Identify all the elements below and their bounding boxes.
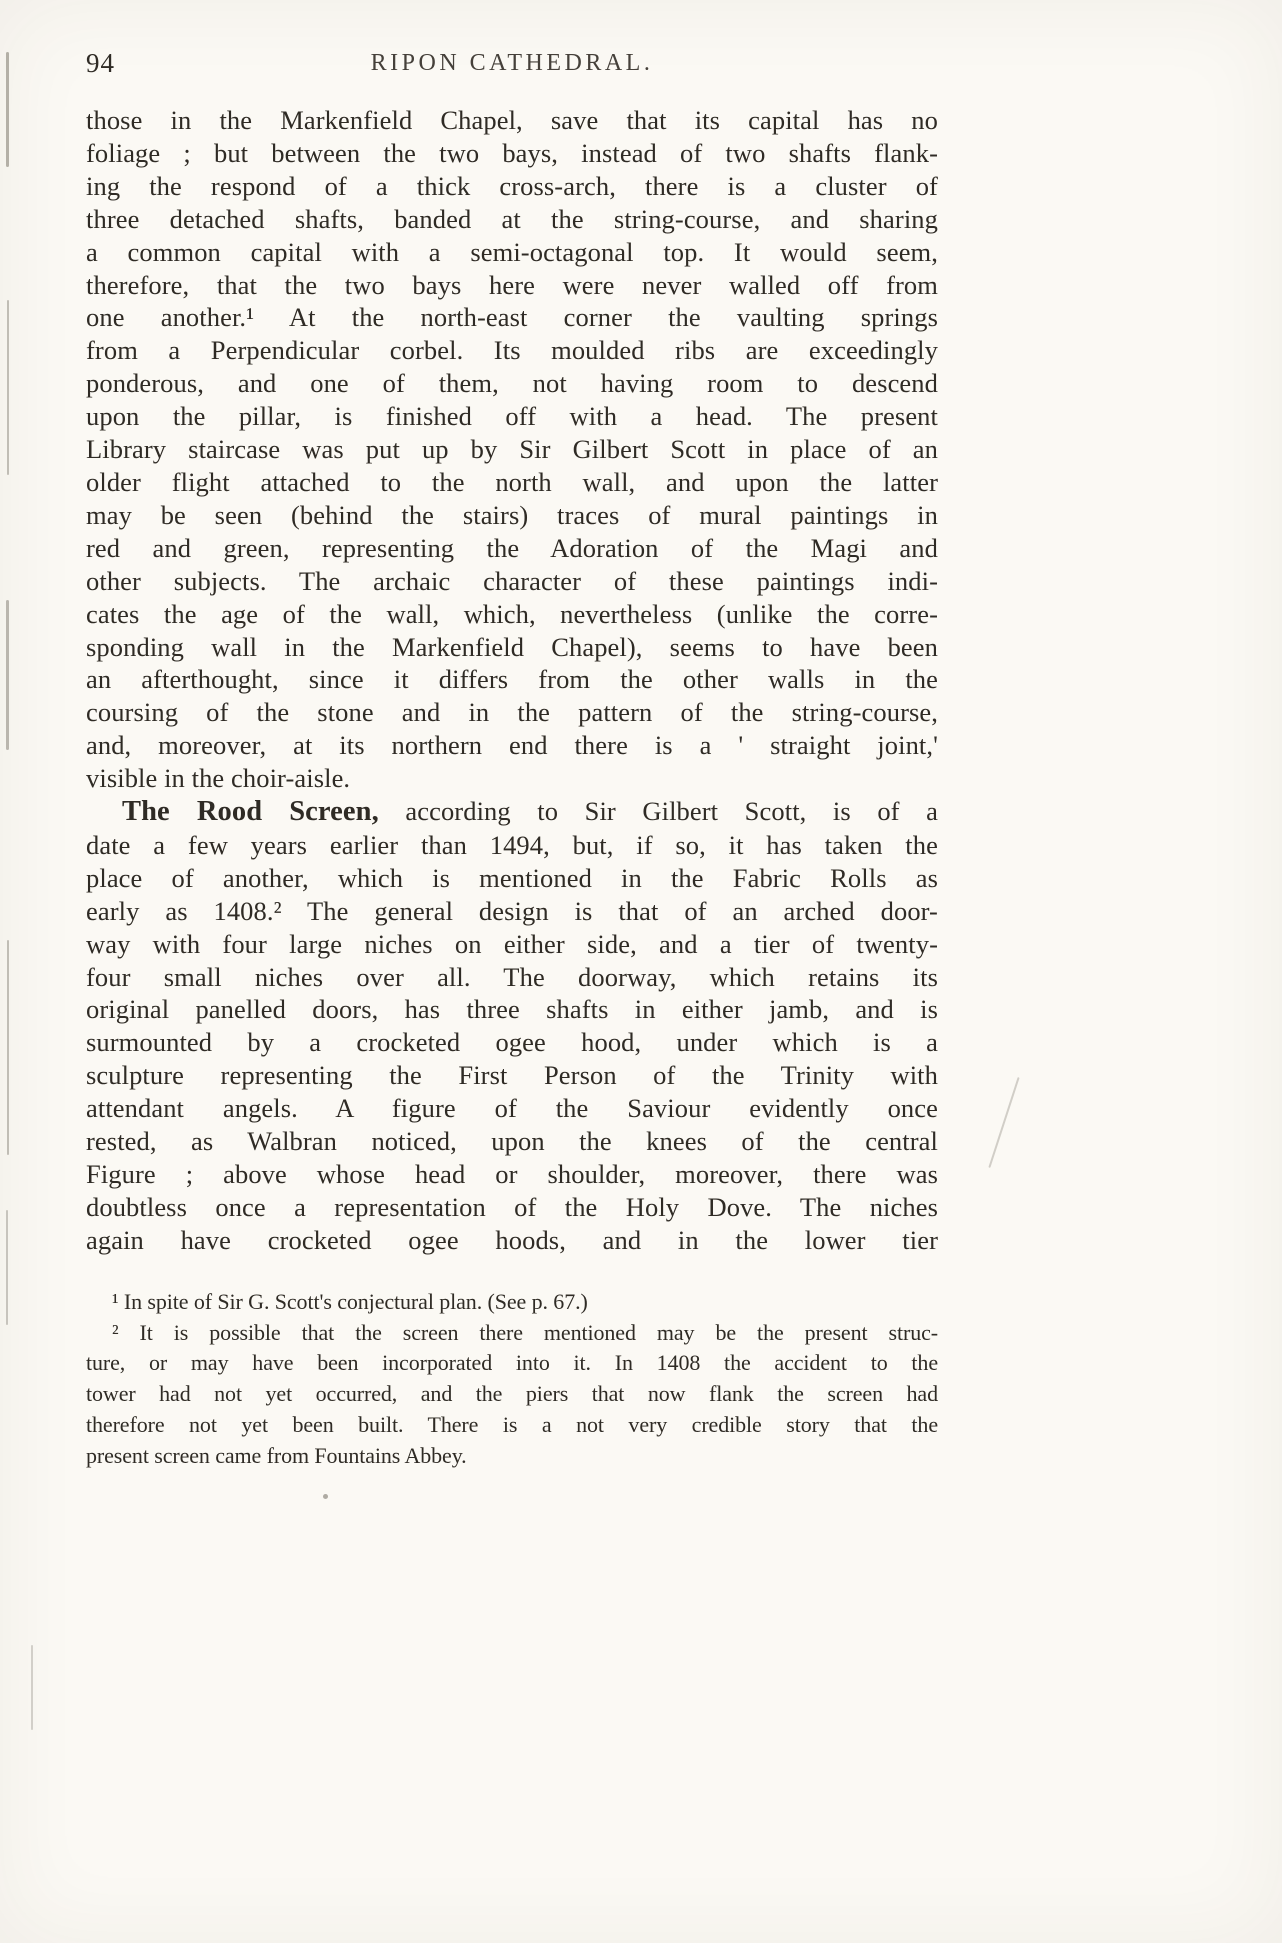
text-line: those in the Markenfield Chapel, save that its capital has no [86,105,938,135]
scan-artifact-dot [323,1494,328,1499]
text-line: a common capital with a semi-octagonal top. It would seem, [86,236,938,267]
text-line: surmounted by a crocketed ogee hood, under which is a [86,1027,938,1058]
page-header [86,46,938,80]
text-line: present screen came from Fountains Abbey. [86,1442,467,1468]
scan-artifact-left-edge [6,52,9,167]
text-line: rested, as Walbran noticed, upon the knees of the central [86,1126,938,1157]
text-line: one another.¹ At the north-east corner the vaulting springs [86,302,938,333]
text-line: doubtless once a representation of the Holy Dove. The niches [86,1191,938,1222]
paragraph-rood-screen [86,795,938,1257]
text-line: and, moreover, at its northern end there is a ' straight joint,' [86,730,938,761]
text-line: ponderous, and one of them, not having room to descend [86,368,938,399]
text-line: way with four large niches on either side, and a tier of twenty- [86,928,938,959]
text-line: therefore not yet been built. There is a not very credible story that the [86,1411,938,1437]
scan-artifact-left-edge [31,1645,33,1730]
text-line: upon the pillar, is finished off with a head. The present [86,401,938,432]
lead-line-rest: according to Sir Gilbert Scott, is of a [378,796,939,827]
text-line: early as 1408.² The general design is that of an arched door- [86,895,938,926]
text-line: red and green, representing the Adoration of the Magi and [86,532,938,563]
text-line: Figure ; above whose head or shoulder, moreover, there was [86,1159,938,1189]
text-line: three detached shafts, banded at the string-course, and sharing [86,203,938,234]
paragraph-continuation [86,104,938,795]
text-line: again have crocketed ogee hoods, and in the lower tier [86,1224,938,1255]
footnote-2 [86,1318,938,1472]
scan-artifact-left-edge [6,600,9,750]
text-line: foliage ; but between the two bays, instead of two shafts flank- [86,137,938,168]
text-line: Library staircase was put up by Sir Gilbert Scott in place of an [86,434,938,465]
footnotes-section [86,1287,938,1472]
scan-artifact-left-edge [6,1210,8,1325]
text-line: ture, or may have been incorporated into it. In 1408 the accident to the [86,1350,938,1376]
text-line: cates the age of the wall, which, nevertheless (unlike the corre- [86,598,938,629]
text-line: may be seen (behind the stairs) traces of mural paintings in [86,499,938,530]
text-line: ² It is possible that the screen there mentioned may be the present struc- [112,1319,938,1345]
scan-artifact-left-edge [7,300,9,475]
page-number: 94 [86,48,115,78]
text-line: four small niches over all. The doorway, which retains its [86,961,938,992]
text-line: coursing of the stone and in the pattern of the string-course, [86,697,938,728]
text-column [86,46,938,1472]
text-line: attendant angels. A figure of the Saviour evidently once [86,1093,938,1124]
scan-artifact-mark [988,1077,1019,1168]
text-line: place of another, which is mentioned in the Fabric Rolls as [86,862,938,893]
text-line: visible in the choir-aisle. [86,763,351,794]
text-line: sponding wall in the Markenfield Chapel), seems to have been [86,631,938,662]
paragraph-lead-line [86,795,938,829]
scan-artifact-left-edge [7,940,9,1155]
text-line: an afterthought, since it differs from the other walls in the [86,664,938,695]
text-line: therefore, that the two bays here were never walled off from [86,269,938,300]
text-line: sculpture representing the First Person of the Trinity with [86,1060,938,1091]
text-line: date a few years earlier than 1494, but, if so, it has taken the [86,829,938,860]
text-line: original panelled doors, has three shafts in either jamb, and is [86,994,938,1025]
text-line: from a Perpendicular corbel. Its moulded ribs are exceedingly [86,335,938,366]
text-line: ing the respond of a thick cross-arch, there is a cluster of [86,170,938,201]
running-title: RIPON CATHEDRAL. [370,50,654,76]
text-line: tower had not yet occurred, and the piers that now flank the screen had [86,1381,938,1407]
text-line: other subjects. The archaic character of these paintings indi- [86,565,938,596]
rood-screen-heading: The Rood Screen, [122,796,379,828]
footnote-1: ¹ In spite of Sir G. Scott's conjectural plan. (See p. 67.) [112,1288,588,1314]
text-line: older flight attached to the north wall, and upon the latter [86,466,938,497]
paragraph-lines [86,829,938,1257]
